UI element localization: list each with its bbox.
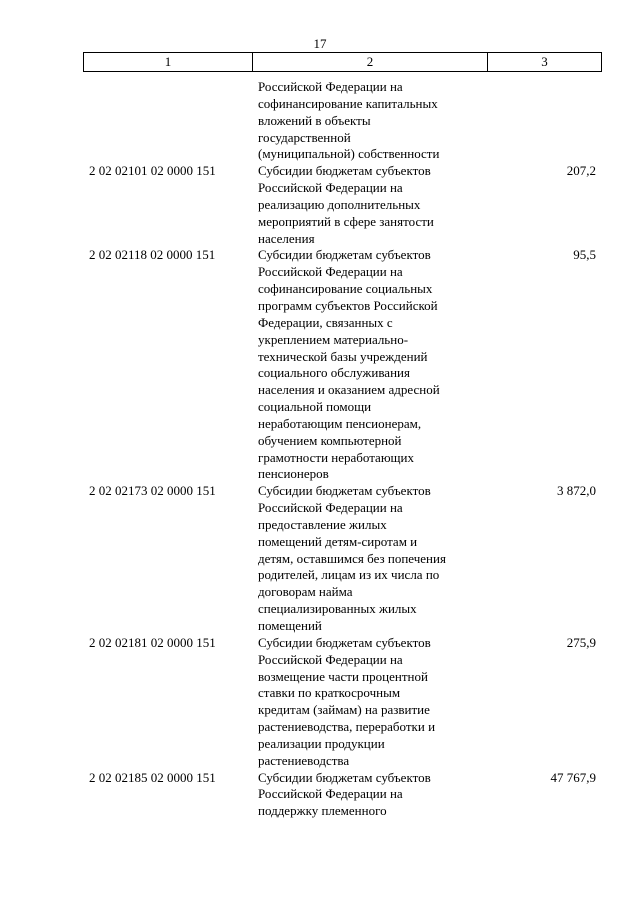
description-line: кредитам (займам) на развитие: [258, 702, 430, 718]
row-description: [255, 247, 485, 483]
description-line: Субсидии бюджетам субъектов: [258, 483, 431, 499]
page-number: 17: [313, 36, 327, 51]
amount-value: 47 767,9: [550, 769, 596, 785]
budget-code: 2 02 02118 02 0000 151: [89, 247, 216, 263]
row-description: [255, 483, 485, 635]
column-header-2: 2: [253, 53, 488, 72]
table-row: [83, 770, 601, 821]
table-row: [83, 163, 601, 247]
description-line: программ субъектов Российской: [258, 297, 438, 313]
description-line: софинансирование социальных: [258, 281, 433, 297]
table-row: [83, 79, 601, 163]
description-line: Российской Федерации на: [258, 500, 403, 516]
description-line: грамотности неработающих: [258, 449, 415, 465]
description-line: реализации продукции: [258, 735, 385, 751]
description-line: поддержку племенного: [258, 803, 387, 819]
description-line: специализированных жилых: [258, 601, 417, 617]
budget-code: [83, 79, 255, 163]
description-line: Российской Федерации на: [258, 651, 403, 667]
description-line: договорам найма: [258, 584, 353, 600]
budget-code: 2 02 02185 02 0000 151: [89, 769, 216, 785]
description-line: помещений: [258, 618, 322, 633]
row-description: [255, 163, 485, 247]
description-line: Субсидии бюджетам субъектов: [258, 163, 431, 179]
description-line: ставки по краткосрочным: [258, 685, 401, 701]
description-line: Субсидии бюджетам субъектов: [258, 247, 431, 263]
column-header-1: 1: [84, 53, 253, 72]
description-line: предоставление жилых: [258, 516, 387, 532]
column-header-row: [84, 53, 602, 72]
description-line: социальной помощи: [258, 399, 372, 415]
description-line: вложений в объекты: [258, 112, 371, 128]
description-line: Субсидии бюджетам субъектов: [258, 634, 431, 650]
description-line: неработающим пенсионерам,: [258, 415, 422, 431]
amount-value: 3 872,0: [557, 483, 596, 499]
description-line: Субсидии бюджетам субъектов: [258, 769, 431, 785]
description-line: укреплением материально-: [258, 331, 409, 347]
table-body: [83, 79, 601, 820]
description-line: родителей, лицам из их числа по: [258, 567, 440, 583]
description-line: населения: [258, 230, 315, 246]
description-line: населения и оказанием адресной: [258, 382, 440, 398]
description-line: софинансирование капитальных: [258, 95, 438, 111]
table-row: [83, 247, 601, 483]
amount-value: 207,2: [566, 163, 596, 179]
description-line: реализацию дополнительных: [258, 196, 421, 212]
description-line: возмещение части процентной: [258, 668, 428, 684]
description-line: (муниципальной) собственности: [258, 146, 440, 162]
description-line: растениеводства: [258, 752, 350, 768]
description-line: детям, оставшимся без попечения: [258, 550, 446, 566]
description-line: Российской Федерации на: [258, 264, 403, 280]
description-line: пенсионеров: [258, 466, 329, 482]
amount-value: 95,5: [573, 247, 596, 263]
description-line: Российской Федерации на: [258, 180, 403, 196]
row-description: [255, 635, 485, 770]
table-row: [83, 483, 601, 635]
description-line: Российской Федерации на: [258, 786, 403, 802]
column-header-table: [83, 52, 602, 72]
amount-value: [485, 79, 601, 163]
description-line: технической базы учреждений: [258, 348, 428, 364]
budget-code: 2 02 02181 02 0000 151: [89, 634, 216, 650]
table-row: [83, 635, 601, 770]
description-line: государственной: [258, 129, 351, 145]
description-line: обучением компьютерной: [258, 432, 402, 448]
amount-value: 275,9: [566, 634, 596, 650]
column-header-3: 3: [488, 53, 602, 72]
row-description: [255, 770, 485, 821]
description-line: Федерации, связанных с: [258, 314, 393, 330]
description-line: социального обслуживания: [258, 365, 410, 381]
row-description: [255, 79, 485, 163]
description-line: растениеводства, переработки и: [258, 719, 436, 735]
description-line: мероприятий в сфере занятости: [258, 213, 434, 229]
budget-code: 2 02 02173 02 0000 151: [89, 483, 216, 499]
description-line: Российской Федерации на: [258, 79, 403, 94]
description-line: помещений детям-сиротам и: [258, 533, 418, 549]
budget-code: 2 02 02101 02 0000 151: [89, 163, 216, 179]
